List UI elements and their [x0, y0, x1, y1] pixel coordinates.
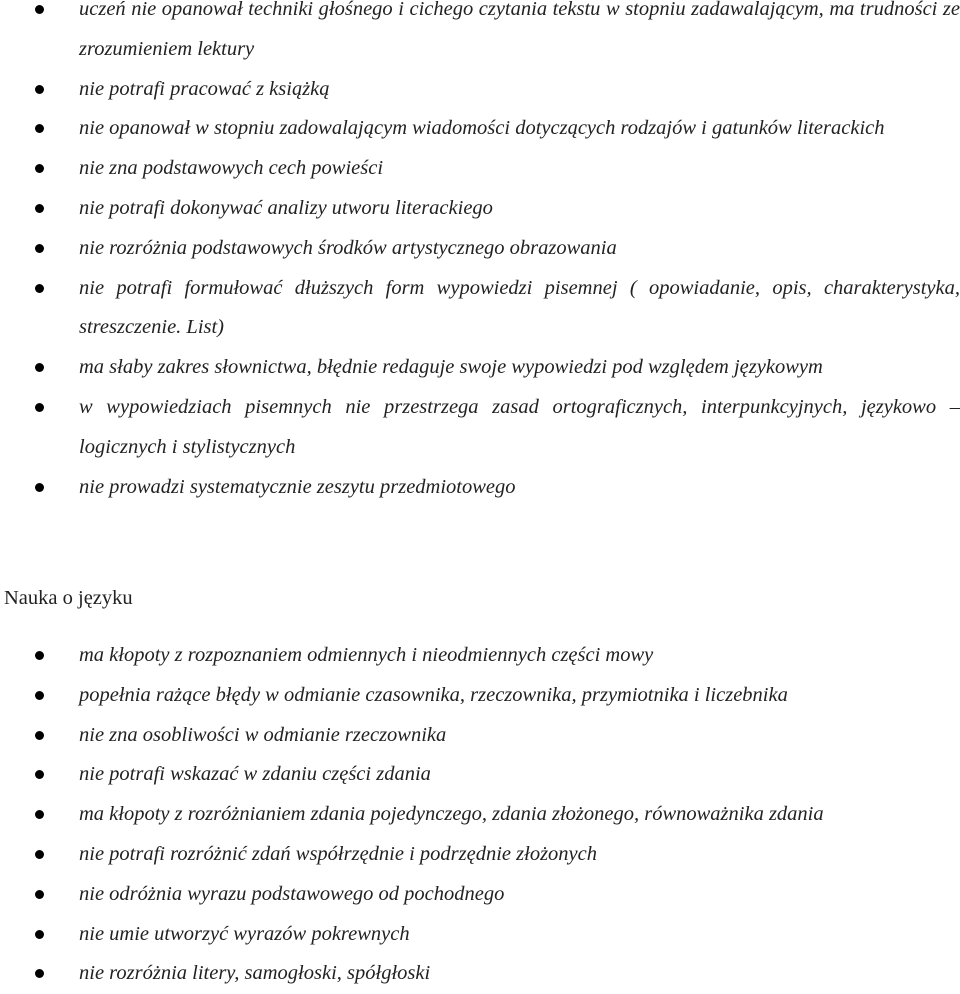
list-item	[0, 229, 960, 269]
list-item-text: nie rozróżnia litery, samogłoski, spółgłoski	[79, 962, 431, 985]
list-item	[0, 0, 960, 70]
list-item-text: nie zna osobliwości w odmianie rzeczownika	[79, 723, 447, 746]
list-item	[0, 269, 960, 349]
list-item-text: w wypowiedziach pisemnych nie przestrzega zasad ortograficznych, interpunkcyjnych, językowo – logicznych i stylistycznych	[79, 395, 960, 458]
list-item-text: nie opanował w stopniu zadowalającym wiadomości dotyczących rodzajów i gatunków literackich	[79, 117, 885, 140]
list-item	[0, 755, 960, 795]
list-item-text: nie potrafi pracować z książką	[79, 77, 330, 100]
list-item	[0, 388, 960, 468]
list-item	[0, 954, 960, 994]
bullet-icon	[35, 403, 44, 412]
list-item	[0, 149, 960, 189]
bullet-icon	[35, 204, 44, 213]
list-item-text: ma kłopoty z rozróżnianiem zdania pojedynczego, zdania złożonego, równoważnika zdania	[79, 803, 824, 826]
list-item	[0, 795, 960, 835]
list-item-text: nie potrafi dokonywać analizy utworu literackiego	[79, 196, 493, 219]
list-item-text: nie umie utworzyć wyrazów pokrewnych	[79, 922, 410, 945]
bullet-icon	[35, 890, 44, 899]
bullet-icon	[35, 731, 44, 740]
bullet-icon	[35, 850, 44, 859]
grammar-skills-list	[0, 636, 960, 994]
list-item-text: nie potrafi formułować dłuższych form wypowiedzi pisemnej ( opowiadanie, opis, charakterystyka, streszczenie. List)	[79, 276, 960, 339]
list-item-text: popełnia rażące błędy w odmianie czasownika, rzeczownika, przymiotnika i liczebnika	[79, 683, 788, 706]
list-item	[0, 189, 960, 229]
list-item	[0, 348, 960, 388]
list-item	[0, 109, 960, 149]
list-item	[0, 915, 960, 955]
bullet-icon	[35, 810, 44, 819]
bullet-icon	[35, 770, 44, 779]
list-item	[0, 835, 960, 875]
list-item	[0, 636, 960, 676]
bullet-icon	[35, 930, 44, 939]
bullet-icon	[35, 691, 44, 700]
list-item	[0, 70, 960, 110]
bullet-icon	[35, 969, 44, 978]
list-item-text: nie rozróżnia podstawowych środków artystycznego obrazowania	[79, 236, 617, 259]
bullet-icon	[35, 284, 44, 293]
list-item	[0, 716, 960, 756]
bullet-icon	[35, 5, 44, 14]
bullet-icon	[35, 85, 44, 94]
list-item	[0, 468, 960, 508]
bullet-icon	[35, 363, 44, 372]
bullet-icon	[35, 244, 44, 253]
list-item-text: ma słaby zakres słownictwa, błędnie redaguje swoje wypowiedzi pod względem językowym	[79, 356, 823, 379]
bullet-icon	[35, 483, 44, 492]
list-item	[0, 676, 960, 716]
list-item-text: nie potrafi rozróżnić zdań współrzędnie i podrzędnie złożonych	[79, 842, 597, 865]
list-item-text: uczeń nie opanował techniki głośnego i cichego czytania tekstu w stopniu zadawalającym, ma trudności ze zrozumieniem lektury	[79, 0, 960, 60]
list-item-text: nie zna podstawowych cech powieści	[79, 157, 384, 180]
list-item-text: nie odróżnia wyrazu podstawowego od pochodnego	[79, 882, 505, 905]
bullet-icon	[35, 164, 44, 173]
bullet-icon	[35, 651, 44, 660]
list-item	[0, 875, 960, 915]
list-item-text: nie prowadzi systematycznie zeszytu przedmiotowego	[79, 475, 516, 498]
bullet-icon	[35, 124, 44, 133]
list-item-text: ma kłopoty z rozpoznaniem odmiennych i nieodmiennych części mowy	[79, 644, 654, 666]
section-heading: Nauka o języku	[4, 587, 133, 609]
list-item-text: nie potrafi wskazać w zdaniu części zdania	[79, 763, 431, 786]
